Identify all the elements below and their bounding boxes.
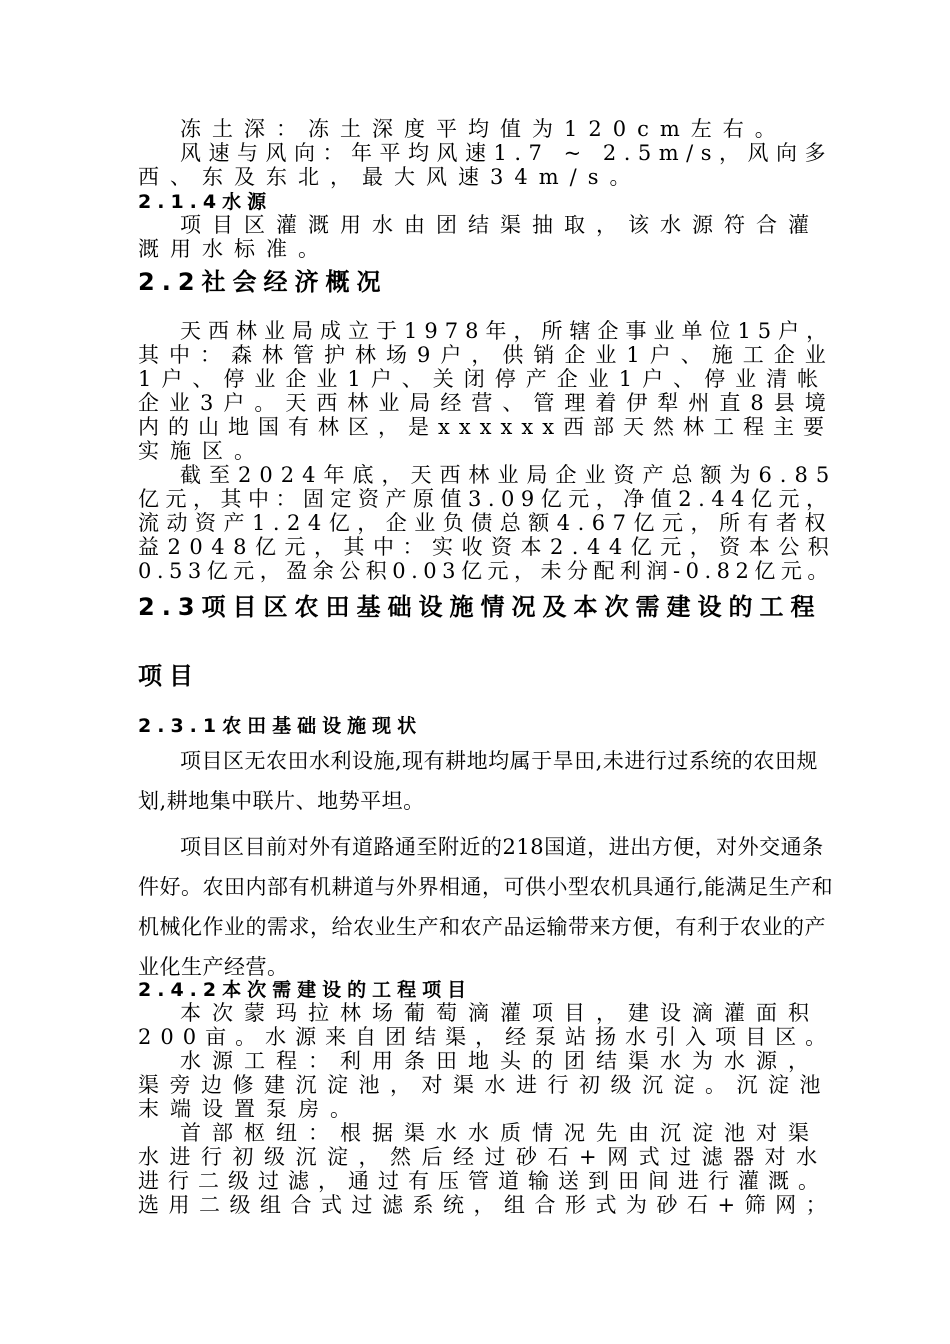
heading-2-1-4: 2.1.4水源 [138, 191, 273, 213]
wind-line-1: 风速与风向：年平均风速1.7 ~ 2.5m/s，风向多 [180, 141, 834, 165]
p1-line: 1户、停业企业1户、关闭停产企业1户、停业清帐 [138, 367, 829, 391]
p2-line: 0.53亿元，盈余公积0.03亿元，未分配利润-0.82亿元。 [138, 559, 834, 583]
project-p2-line: 水源工程：利用条田地头的团结渠水为水源， [180, 1049, 820, 1073]
socioeconomic-p1 [138, 319, 838, 463]
water-source-block [138, 213, 838, 261]
heading-2-2: 2.2社会经济概况 [138, 268, 388, 296]
p2-line: 流动资产1.24亿，企业负债总额4.67亿元，所有者权 [138, 511, 834, 535]
project-p1-line: 本次蒙玛拉林场葡萄滴灌项目，建设滴灌面积 [180, 1001, 820, 1025]
infrastructure-p1: 项目区无农田水利设施,现有耕地均属于旱田,未进行过系统的农田规划,耕地集中联片、地势平坦。 [138, 749, 818, 813]
project-p3-line: 进行二级过滤，通过有压管道输送到田间进行灌溉。 [138, 1169, 828, 1193]
project-p2-line: 渠旁边修建沉淀池，对渠水进行初级沉淀。沉淀池 [138, 1073, 831, 1097]
climate-block [138, 117, 838, 189]
project-p3-line: 选用二级组合式过滤系统，组合形式为砂石+筛网； [138, 1193, 837, 1217]
infrastructure-p2: 项目区目前对外有道路通至附近的218国道，进出方便，对外交通条件好。农田内部有机耕道与外界相通，可供小型农机具通行,能满足生产和机械化作业的需求，给农业生产和农产品运输带来方便，有利于农业的产业化生产经营。 [138, 835, 834, 979]
p1-line: 内的山地国有林区，是xxxxxx西部天然林工程主要 [138, 415, 834, 439]
project-p1 [138, 1001, 838, 1049]
project-p2-line: 末端设置泵房。 [138, 1097, 362, 1121]
wind-line-2: 西、东及东北，最大风速34m/s。 [138, 165, 642, 189]
project-p2 [138, 1049, 838, 1121]
project-p3-line: 首部枢纽：根据渠水水质情况先由沉淀池对渠 [180, 1121, 820, 1145]
p2-line: 益2048亿元，其中：实收资本2.44亿元，资本公积 [138, 535, 838, 559]
p2-line: 截至2024年底，天西林业局企业资产总额为6.85 [180, 463, 838, 487]
water-source-line-2: 溉用水标准。 [138, 237, 330, 261]
frost-depth-line: 冻土深：冻土深度平均值为120cm左右。 [180, 117, 787, 141]
p1-line: 其中：森林管护林场9户，供销企业1户、施工企业 [138, 343, 836, 367]
heading-2-3-line1: 2.3项目区农田基础设施情况及本次需建设的工程 [138, 593, 822, 621]
p2-line: 亿元，其中：固定资产原值3.09亿元，净值2.44亿元， [138, 487, 834, 511]
p1-line: 天西林业局成立于1978年，所辖企事业单位15户， [180, 319, 835, 343]
heading-2-4-2: 2.4.2本次需建设的工程项目 [138, 979, 473, 1001]
heading-2-3-1: 2.3.1农田基础设施现状 [138, 715, 423, 737]
project-p1-line: 200亩。水源来自团结渠，经泵站扬水引入项目区。 [138, 1025, 836, 1049]
heading-2-3-line2: 项目 [138, 662, 200, 690]
project-p3 [138, 1121, 838, 1217]
infrastructure-body [138, 741, 838, 993]
project-p3-line: 水进行初级沉淀，然后经过砂石+网式过滤器对水 [138, 1145, 828, 1169]
p1-line: 企业3户。天西林业局经营、管理着伊犁州直8县境 [138, 391, 836, 415]
socioeconomic-p2 [138, 463, 838, 583]
water-source-line-1: 项目区灌溉用水由团结渠抽取，该水源符合灌 [180, 213, 820, 237]
p1-line: 实施区。 [138, 439, 266, 463]
